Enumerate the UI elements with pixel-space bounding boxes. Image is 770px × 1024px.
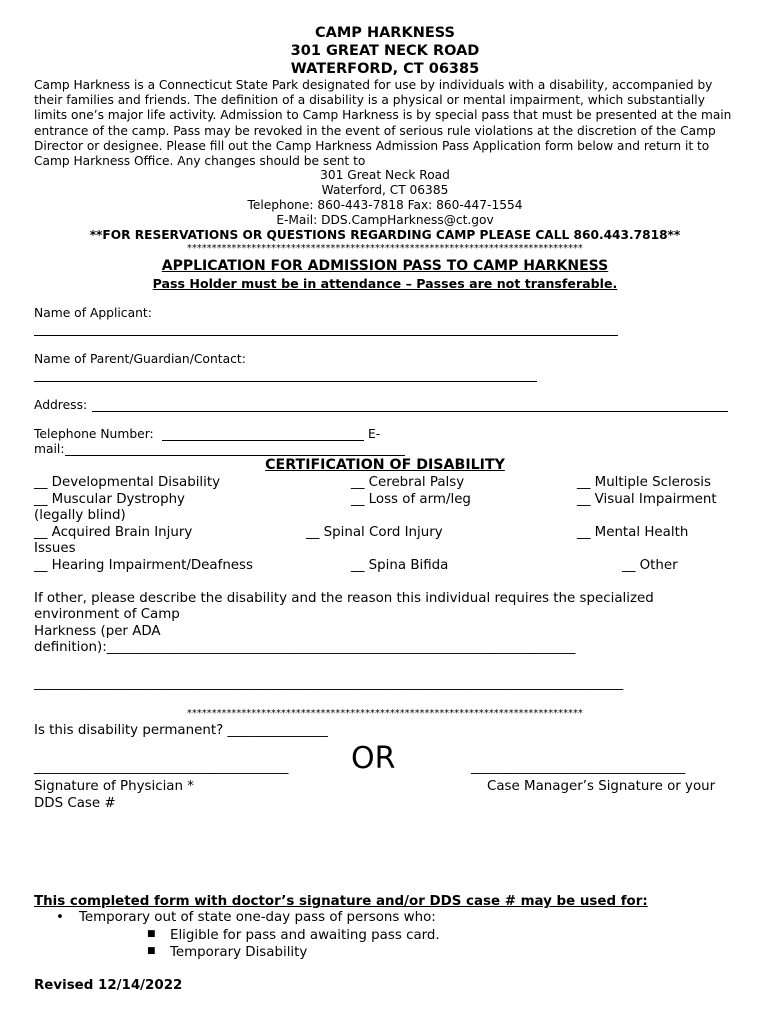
case-manager-signature-label: Case Manager’s Signature or your: [487, 779, 716, 794]
other-description-line2: environment of Camp: [34, 607, 180, 622]
option-loss-of-arm-leg[interactable]: __ Loss of arm/leg: [351, 492, 471, 507]
revised-date: Revised 12/14/2022: [34, 978, 183, 993]
option-visual-impairment[interactable]: __ Visual Impairment: [577, 492, 717, 507]
usage-title: This completed form with doctor’s signature and/or DDS case # may be used for:: [34, 894, 648, 909]
bullet-dot-icon: •: [56, 910, 64, 925]
option-spina-bifida[interactable]: __ Spina Bifida: [351, 558, 449, 573]
bullet-square-icon: ■: [147, 946, 156, 956]
or-divider: OR: [351, 741, 396, 776]
separator-stars-2: ********************************************************************************: [187, 708, 583, 719]
reservations-notice: **FOR RESERVATIONS OR QUESTIONS REGARDING CAMP PLEASE CALL 860.443.7818**: [89, 228, 681, 242]
option-acquired-brain-injury[interactable]: __ Acquired Brain Injury: [34, 525, 193, 540]
office-address-line2: Waterford, CT 06385: [321, 183, 449, 197]
other-description-extra-field[interactable]: ________________________________________________________________________________________: [34, 676, 624, 691]
applicant-label: Name of Applicant:: [34, 306, 152, 320]
option-multiple-sclerosis[interactable]: __ Multiple Sclerosis: [577, 475, 711, 490]
usage-item-temporary-pass: Temporary out of state one-day pass of persons who:: [79, 910, 436, 925]
dds-case-label: DDS Case #: [34, 796, 116, 811]
email-prefix: E-: [368, 427, 381, 441]
other-description-field[interactable]: definition):______________________________________________________________________: [34, 640, 576, 655]
office-phone-fax: Telephone: 860-443-7818 Fax: 860-447-1554: [247, 198, 523, 212]
office-email: E-Mail: DDS.CampHarkness@ct.gov: [276, 213, 494, 227]
application-subtitle: Pass Holder must be in attendance – Passes are not transferable.: [152, 276, 618, 291]
option-hearing-impairment[interactable]: __ Hearing Impairment/Deafness: [34, 558, 253, 573]
telephone-label: Telephone Number:: [34, 427, 154, 441]
bullet-square-icon: ■: [147, 929, 156, 939]
option-cerebral-palsy[interactable]: __ Cerebral Palsy: [351, 475, 465, 490]
other-description-line3: Harkness (per ADA: [34, 624, 161, 639]
option-other[interactable]: __ Other: [622, 558, 678, 573]
intro-paragraph: Camp Harkness is a Connecticut State Park designated for use by individuals with a disability, accompanied by their families and friends. The definition of a disability is a physical or mental impairment, which substantially limits one’s major life activity. Admission to Camp Harkness is by special pass that must be presented at the main entrance of the camp. Pass may be revoked in the event of serious rule violations at the discretion of the Camp Director or designee. Please fill out the Camp Harkness Admission Pass Application form below and return it to Camp Harkness Office. Any changes should be sent to: [34, 78, 732, 169]
address-field[interactable]: [92, 411, 728, 412]
permanent-question[interactable]: Is this disability permanent? _______________: [34, 723, 328, 738]
camp-street: 301 GREAT NECK ROAD: [290, 43, 480, 59]
separator-stars: ********************************************************************************: [187, 243, 583, 254]
option-developmental-disability[interactable]: __ Developmental Disability: [34, 475, 221, 490]
option-muscular-dystrophy[interactable]: __ Muscular Dystrophy: [34, 492, 185, 507]
physician-signature-line[interactable]: ______________________________________: [34, 760, 289, 775]
email-field[interactable]: [65, 455, 405, 456]
telephone-field[interactable]: [162, 440, 364, 441]
legally-blind-note: (legally blind): [34, 508, 126, 523]
camp-title: CAMP HARKNESS: [314, 25, 455, 41]
usage-subitem-eligible: Eligible for pass and awaiting pass card.: [170, 928, 440, 943]
certification-title: CERTIFICATION OF DISABILITY: [265, 457, 505, 473]
address-label: Address:: [34, 398, 88, 412]
option-mental-health[interactable]: __ Mental Health: [577, 525, 689, 540]
physician-signature-label: Signature of Physician *: [34, 779, 194, 794]
guardian-label: Name of Parent/Guardian/Contact:: [34, 352, 246, 366]
usage-subitem-temporary-disability: Temporary Disability: [170, 945, 308, 960]
guardian-name-field[interactable]: [34, 381, 537, 382]
case-manager-signature-line[interactable]: ________________________________: [471, 760, 686, 775]
email-label: mail:: [34, 442, 65, 456]
mental-health-issues-note: Issues: [34, 541, 76, 556]
other-description-line1: If other, please describe the disability and the reason this individual requires the specialized: [34, 591, 654, 606]
applicant-name-field[interactable]: [34, 335, 618, 336]
application-title: APPLICATION FOR ADMISSION PASS TO CAMP HARKNESS: [161, 258, 609, 274]
camp-city: WATERFORD, CT 06385: [290, 61, 480, 77]
option-spinal-cord-injury[interactable]: __ Spinal Cord Injury: [306, 525, 443, 540]
office-address-line1: 301 Great Neck Road: [320, 168, 450, 182]
